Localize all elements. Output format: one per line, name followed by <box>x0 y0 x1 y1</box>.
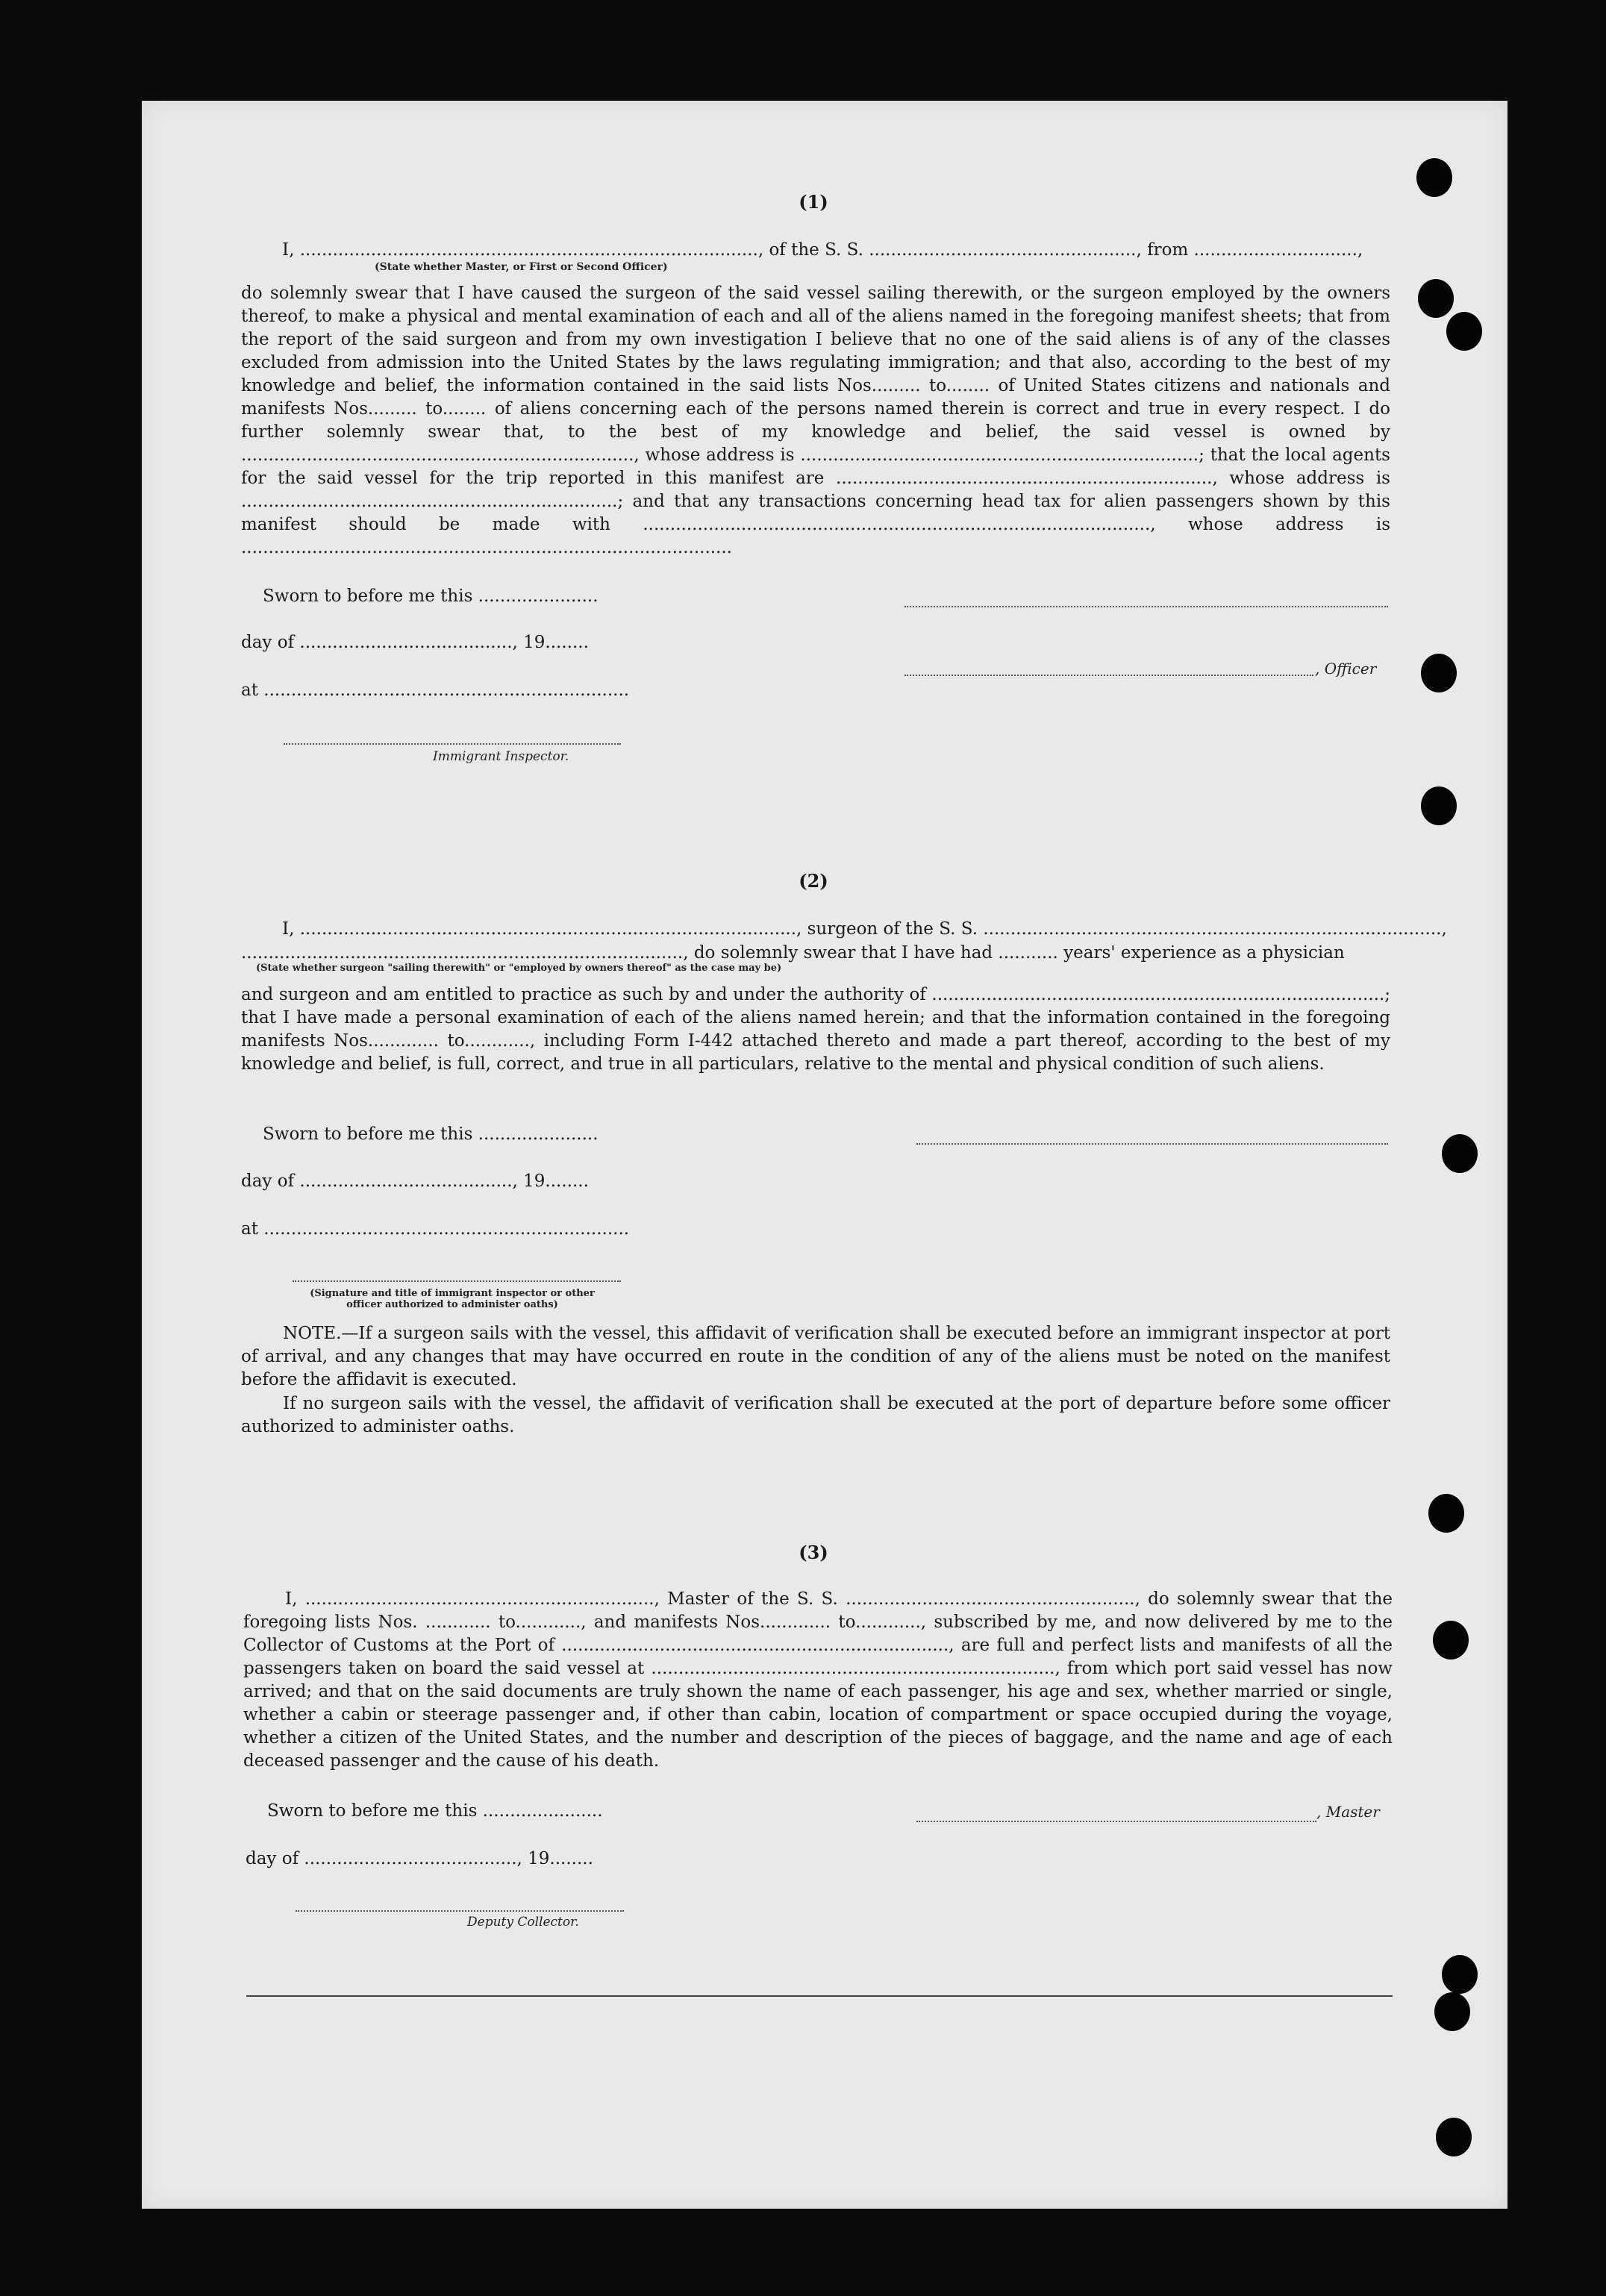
punch-hole <box>1446 312 1482 351</box>
section-1-oath-text: do solemnly swear that I have caused the surgeon of the said vessel sailing therewith, or the surgeon employed by the owners thereof, to make a physical and mental examination of each and all of the aliens named in the foregoing manifest sheets; that from the report of the said surgeon and from my own investigation I believe that no one of the said aliens is of any of the classes excluded from admission into the United States by the laws regulating immigration; and that also, according to the best of my knowledge and belief, the information contained in the said lists Nos......... to........ of United States citizens and nationals and manifests Nos......... to........ of aliens concerning each of the persons named therein is correct and true in every respect. I do further solemnly swear that, to the best of my knowledge and belief, the said vessel is owned by ........................................................................, whose address is .........................................................................; that the local agents for the said vessel for the trip reported in this manifest are ....................................................................., whose address is .....................................................................; and that any transactions concerning head tax for alien passengers shown by this manifest should be made with ............................................................................................., whose address is .......................................................................................... <box>241 284 1390 557</box>
punch-hole <box>1418 279 1454 318</box>
section-1-at-line: at ................................................................... <box>241 681 630 700</box>
section-2-opening-line: I, ..........................................................................................., surgeon of the S. S. ...................................................................................., <box>282 919 1447 939</box>
section-1-sworn-line: Sworn to before me this ...................... <box>263 586 599 606</box>
punch-hole <box>1421 654 1457 692</box>
master-title: , Master <box>1316 1803 1380 1821</box>
inspector-signature-line <box>284 743 621 745</box>
officer-name-line <box>904 675 1313 676</box>
no-surgeon-note-paragraph: If no surgeon sails with the vessel, the affidavit of verification shall be executed at the port of departure before some officer authorized to administer oaths. <box>241 1394 1390 1436</box>
punch-hole <box>1433 1621 1469 1660</box>
section-2-experience-line: ................................................................................., do solemnly swear that I have had ........... years' experience as a physician <box>241 943 1345 963</box>
bottom-rule <box>246 1995 1393 1997</box>
administering-officer-signature-line <box>293 1280 621 1282</box>
section-2-day-line: day of ......................................., 19........ <box>241 1172 589 1191</box>
master-signature-line <box>916 1821 1316 1822</box>
immigrant-inspector-label: Immigrant Inspector. <box>433 749 569 764</box>
section-2-number: (2) <box>799 870 828 892</box>
deputy-collector-label: Deputy Collector. <box>467 1915 579 1930</box>
section-2-oath-text: and surgeon and am entitled to practice as such by and under the authority of ...................................................................................; that I have made a personal examination of each of the aliens named herein; and that the information contained in the foregoing manifests Nos............. to............, including Form I-442 attached thereto and made a part thereof, according to the best of my knowledge and belief, is full, correct, and true in all particulars, relative to the mental and physical condition of such aliens. <box>241 985 1390 1074</box>
section-2-at-line: at ................................................................... <box>241 1219 630 1239</box>
punch-hole <box>1434 1992 1470 2031</box>
punch-hole <box>1442 1134 1478 1173</box>
administering-officer-caption: (Signature and title of immigrant inspector or other officer authorized to administer oaths) <box>310 1288 595 1310</box>
punch-hole <box>1421 786 1457 825</box>
section-3-number: (3) <box>799 1542 828 1563</box>
punch-hole <box>1442 1955 1478 1994</box>
section-1-number: (1) <box>799 191 828 213</box>
officer-title: , Officer <box>1315 660 1377 678</box>
section-1-officer-caption: (State whether Master, or First or Second Officer) <box>375 261 668 273</box>
punch-hole <box>1428 1494 1464 1533</box>
punch-hole <box>1416 158 1452 197</box>
section-3-sworn-line: Sworn to before me this ...................... <box>267 1801 603 1821</box>
master-label: Master <box>1325 1803 1380 1821</box>
officer-label: Officer <box>1324 660 1377 678</box>
collector-signature-line <box>296 1910 624 1912</box>
section-2-surgeon-caption: (State whether surgeon "sailing therewith" or "employed by owners thereof" as the case may be) <box>256 963 782 974</box>
section-3-oath-text: I, ................................................................, Master of the S. S. ....................................................., do solemnly swear that the foregoing lists Nos. ............ to............, and manifests Nos............. to............, subscribed by me, and now delivered by me to the Collector of Customs at the Port of ......................................................................., are full and perfect lists and manifests of all the passengers taken on board the said vessel at .........................................................................., from which port said vessel has now arrived; and that on the said documents are truly shown the name of each passenger, his age and sex, whether married or single, whether a cabin or steerage passenger and, if other than cabin, location of compartment or space occupied during the voyage, whether a citizen of the United States, and the number and description of the pieces of baggage, and the name and age of each deceased passenger and the cause of his death. <box>243 1589 1393 1771</box>
officer-signature-line <box>904 606 1388 607</box>
section-1-opening-line: I, ...................................................................................., of the S. S. ................................................., from .............................., <box>282 240 1363 260</box>
section-3-day-line: day of ......................................., 19........ <box>246 1849 593 1868</box>
section-2-sworn-line: Sworn to before me this ...................... <box>263 1124 599 1144</box>
section-1-day-line: day of ......................................., 19........ <box>241 633 589 652</box>
surgeon-signature-line <box>916 1143 1388 1145</box>
punch-hole <box>1436 2118 1472 2156</box>
surgeon-note-paragraph: NOTE.—If a surgeon sails with the vessel, this affidavit of verification shall be executed before an immigrant inspector at port of arrival, and any changes that may have occurred en route in the condition of any of the aliens must be noted on the manifest before the affidavit is executed. <box>241 1324 1390 1389</box>
